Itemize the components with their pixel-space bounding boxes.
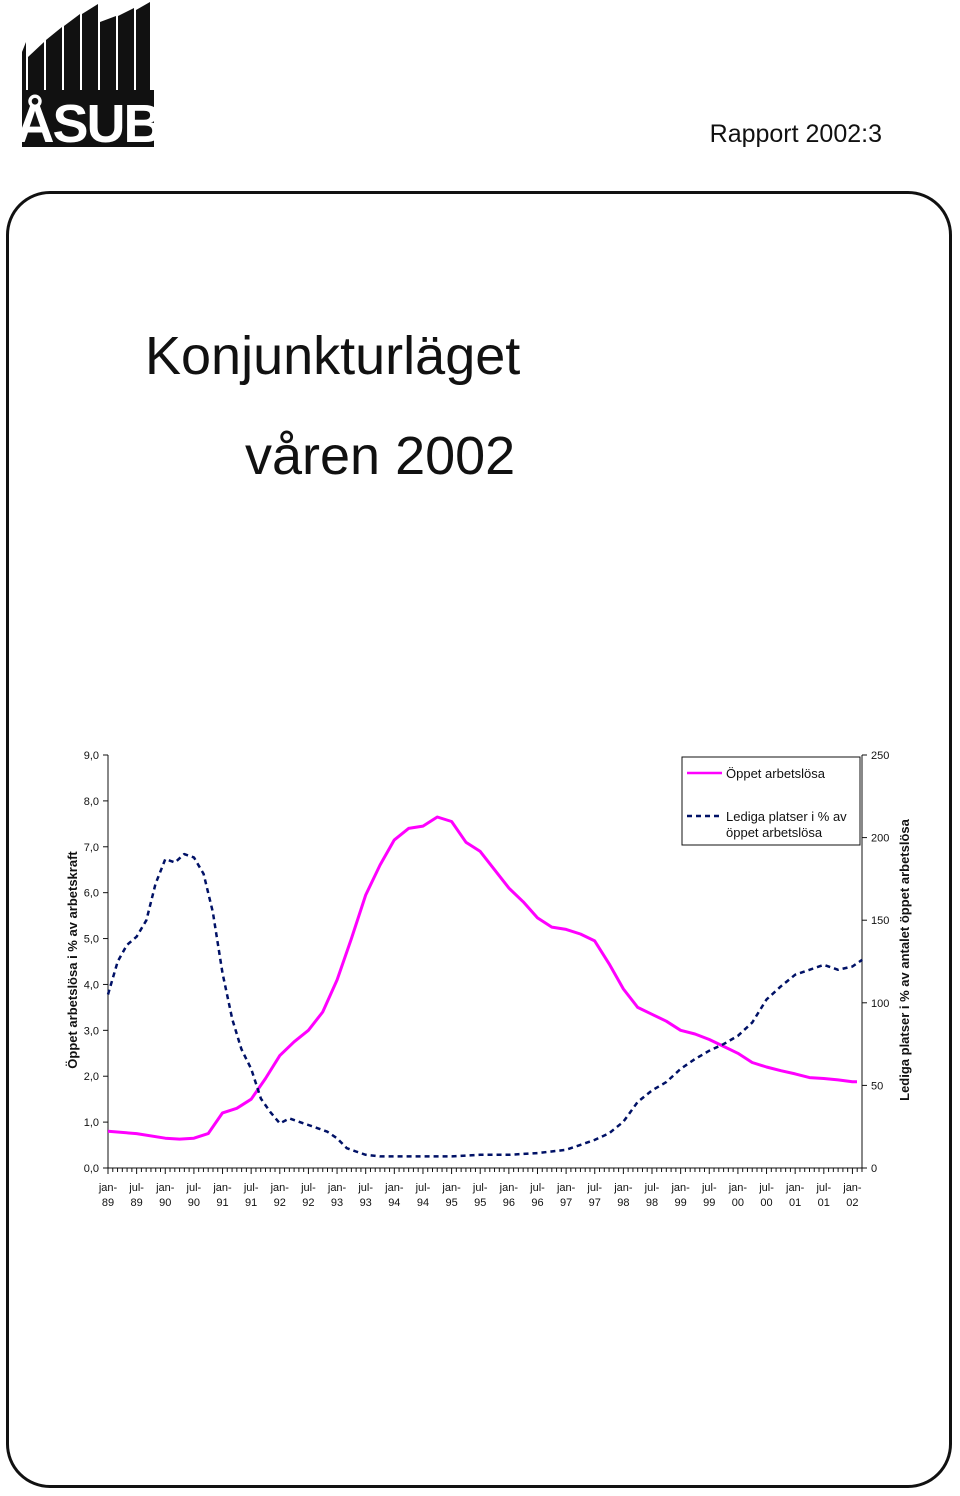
left-tick-label: 4,0 xyxy=(83,979,99,992)
x-tick-label: jan-99 xyxy=(671,1182,690,1209)
x-tick-label: jul-91 xyxy=(243,1182,259,1209)
chart-series xyxy=(108,817,862,1156)
right-tick-label: 0 xyxy=(871,1163,878,1175)
series-line-unemployed xyxy=(108,817,857,1139)
left-tick-label: 8,0 xyxy=(83,795,99,808)
x-tick-label: jan-89 xyxy=(98,1182,118,1209)
x-tick-label: jul-97 xyxy=(587,1182,603,1209)
x-tick-label: jan-96 xyxy=(499,1182,519,1209)
x-tick-label: jul-96 xyxy=(530,1182,545,1209)
legend-label-unemployed: Öppet arbetslösa xyxy=(726,766,826,781)
x-tick-label: jan-90 xyxy=(156,1182,175,1209)
left-tick-label: 6,0 xyxy=(83,887,99,900)
left-tick-label: 0,0 xyxy=(83,1163,99,1175)
x-tick-label: jan-00 xyxy=(728,1182,748,1209)
left-tick-label: 5,0 xyxy=(83,933,99,946)
x-tick-label: jan-95 xyxy=(442,1182,461,1209)
left-axis-title: Öppet arbetslösa i % av arbetskraft xyxy=(65,851,80,1069)
x-tick-label: jul-90 xyxy=(186,1182,202,1209)
left-tick-label: 7,0 xyxy=(83,841,99,854)
x-tick-label: jul-99 xyxy=(701,1182,717,1209)
chart-legend xyxy=(682,757,860,845)
x-tick-label: jan-01 xyxy=(786,1182,805,1209)
legend-label-vacancies-line1: Lediga platser i % av xyxy=(726,809,847,824)
x-tick-label: jan-94 xyxy=(385,1182,404,1209)
x-tick-label: jul-92 xyxy=(301,1182,316,1209)
x-tick-label: jul-95 xyxy=(472,1182,488,1209)
x-tick-label: jul-89 xyxy=(129,1182,144,1209)
right-tick-label: 150 xyxy=(871,915,890,928)
x-tick-label: jul-93 xyxy=(358,1182,374,1209)
left-tick-label: 2,0 xyxy=(83,1071,99,1084)
x-tick-label: jul-94 xyxy=(415,1182,431,1209)
right-tick-label: 100 xyxy=(871,997,890,1010)
cover-title-line-1: Konjunkturläget xyxy=(145,326,521,386)
x-tick-label: jan-92 xyxy=(270,1182,289,1209)
right-tick-label: 200 xyxy=(871,832,890,845)
x-tick-label: jul-00 xyxy=(759,1182,774,1209)
report-number: Rapport 2002:3 xyxy=(709,120,882,148)
right-axis-title: Lediga platser i % av antalet öppet arbetslösa xyxy=(897,819,912,1101)
x-tick-label: jan-93 xyxy=(327,1182,347,1209)
x-tick-label: jan-98 xyxy=(614,1182,633,1209)
right-tick-label: 250 xyxy=(871,750,890,762)
x-tick-label: jan-91 xyxy=(213,1182,232,1209)
left-tick-label: 1,0 xyxy=(83,1117,99,1130)
legend-label-vacancies-line2: öppet arbetslösa xyxy=(726,825,823,840)
x-tick-label: jul-01 xyxy=(816,1182,832,1209)
x-tick-label: jan-02 xyxy=(843,1182,862,1209)
left-tick-label: 9,0 xyxy=(83,750,99,762)
cover-title-line-2: våren 2002 xyxy=(245,426,516,486)
series-line-vacancies xyxy=(108,854,862,1156)
x-tick-label: jan-97 xyxy=(556,1182,576,1209)
logo-text: ÅSUB xyxy=(22,94,154,147)
left-tick-label: 3,0 xyxy=(83,1025,99,1038)
x-tick-label: jul-98 xyxy=(644,1182,660,1209)
right-tick-label: 50 xyxy=(871,1080,884,1093)
